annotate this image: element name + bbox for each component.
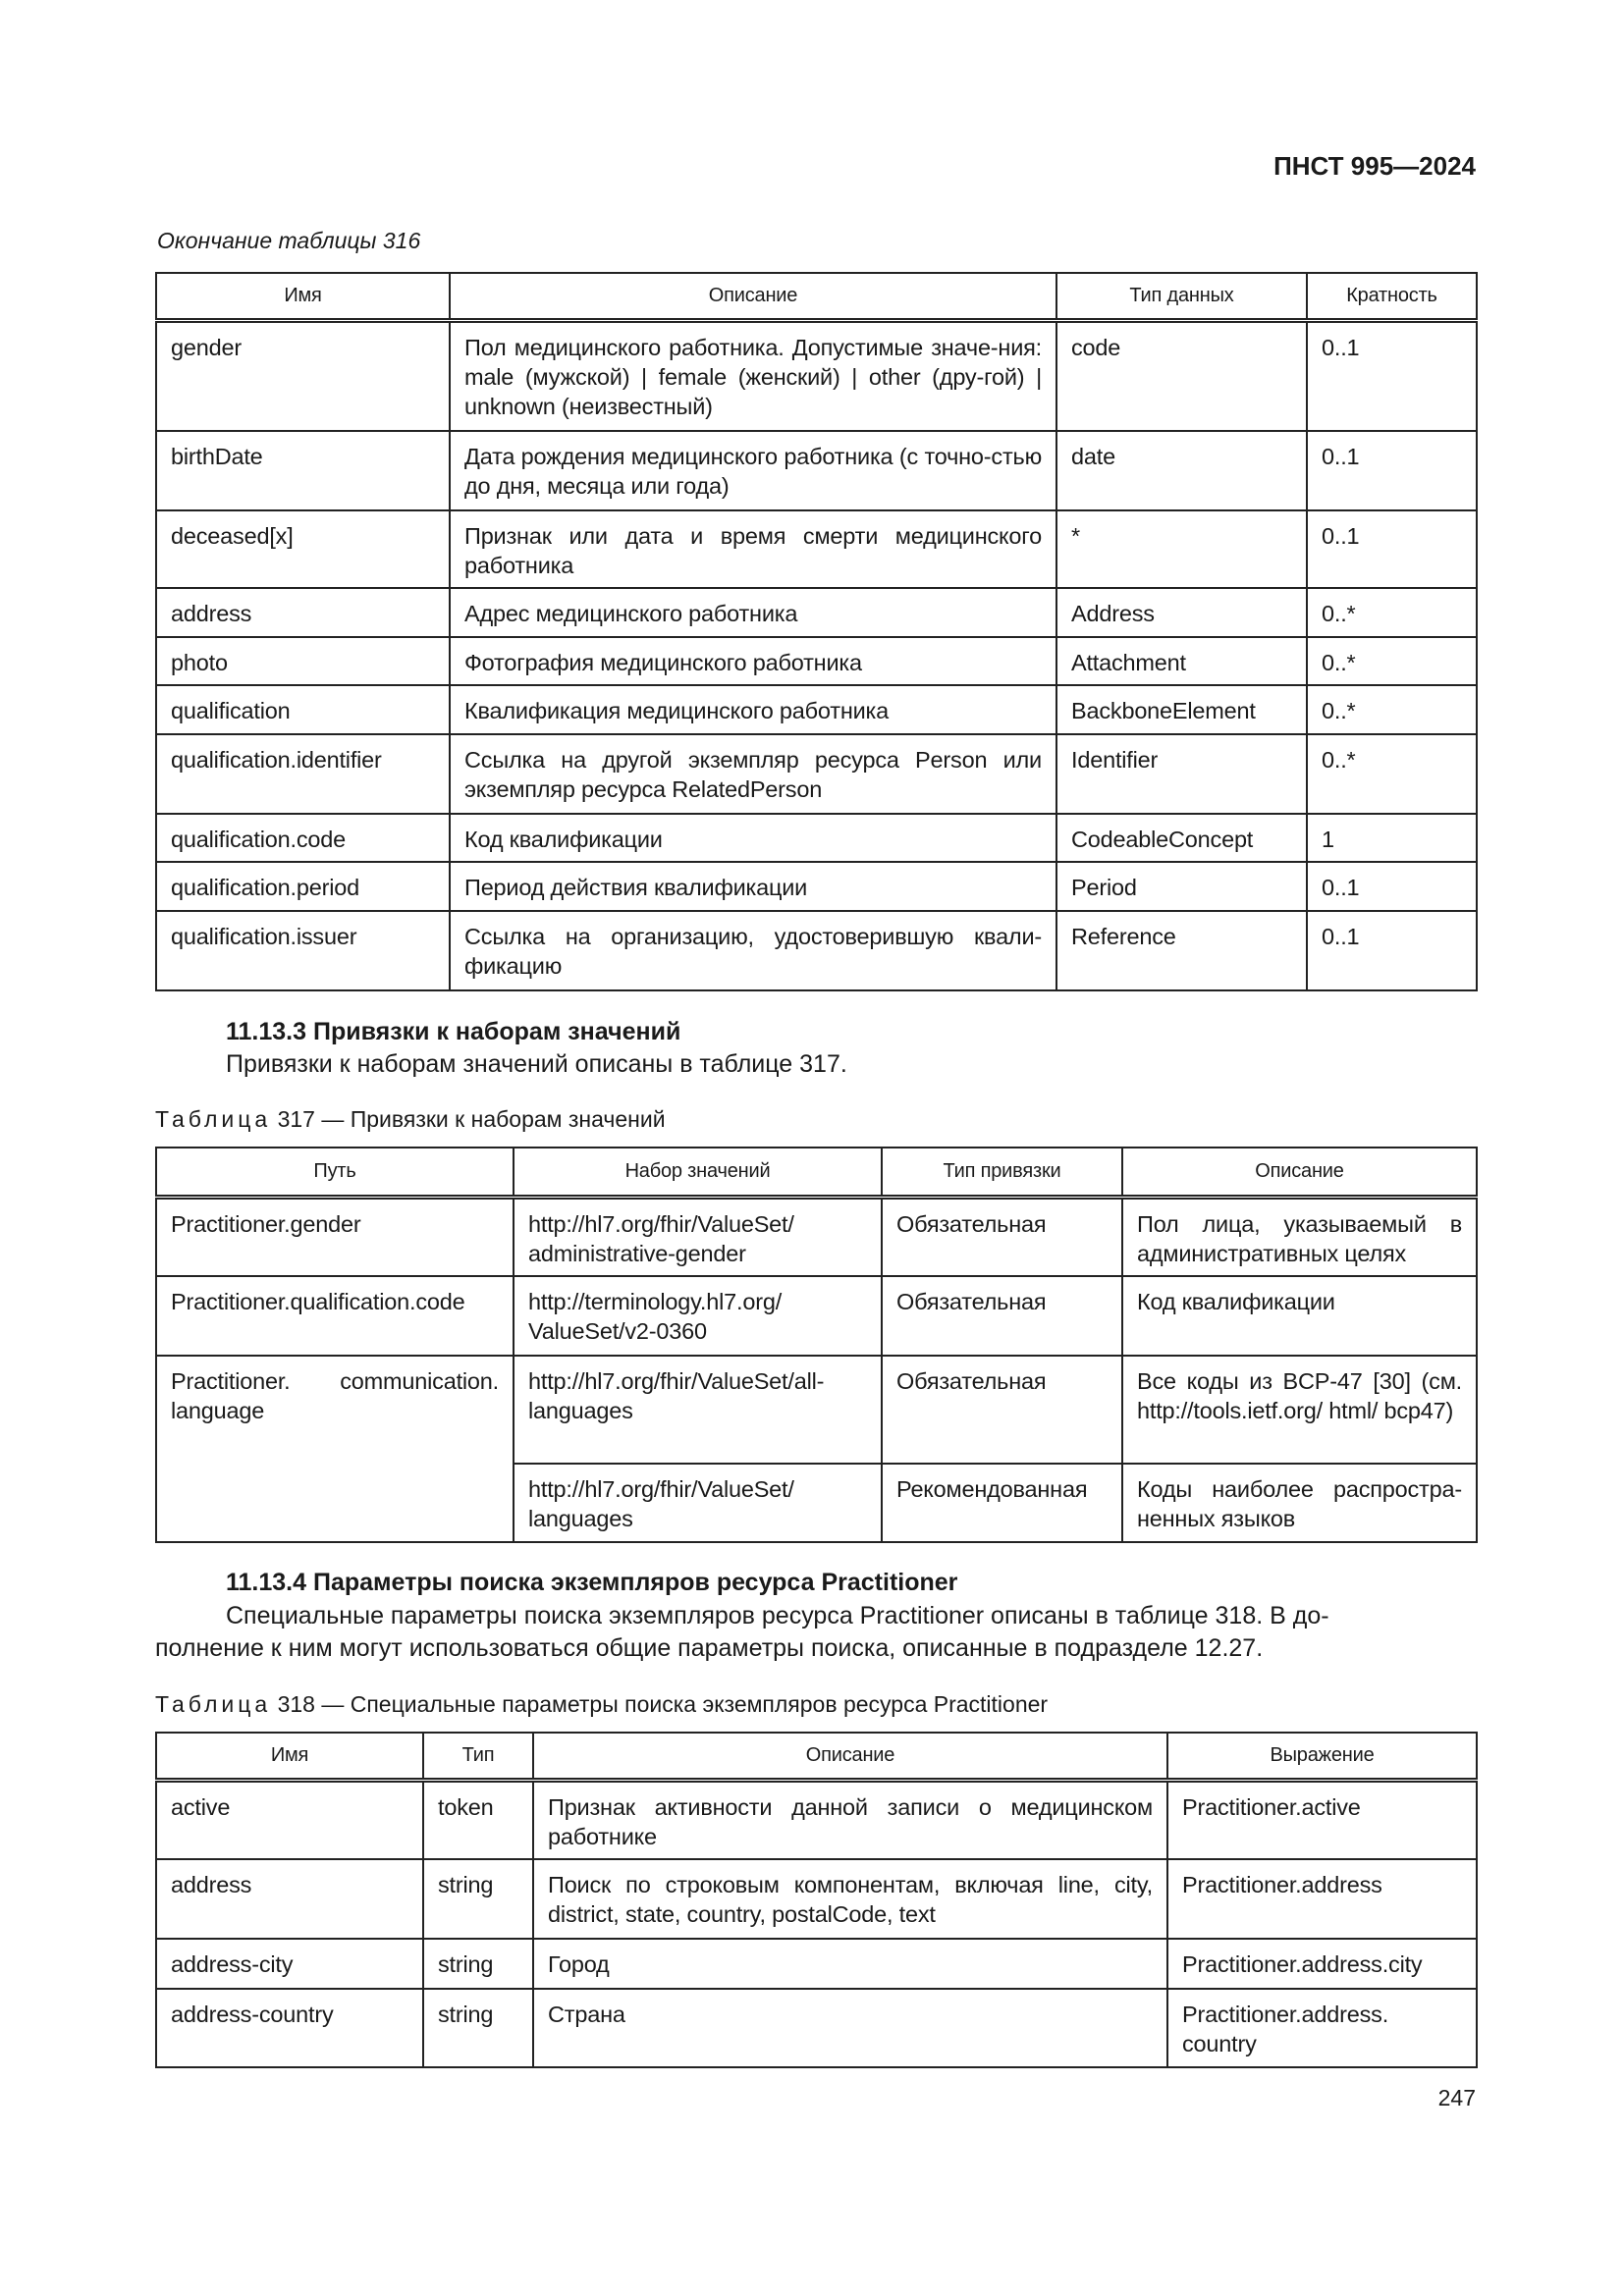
table-318 [155,1732,1478,2068]
cell-description: Город [533,1939,1167,1989]
section-heading: 11.13.3 Привязки к наборам значений [226,1018,681,1045]
cell-name: qualification.identifier [156,734,450,814]
table-row [156,1356,1477,1464]
table-row [156,911,1477,990]
table-row [156,1859,1477,1939]
cell-value-set: http://hl7.org/fhir/ValueSet/ administrative-gender [514,1197,882,1276]
section-heading: 11.13.4 Параметры поиска экземпляров ресурса Practitioner [226,1569,958,1596]
table-caption-text: 318 — Специальные параметры поиска экземпляров ресурса Practitioner [277,1691,1049,1717]
cell-cardinality: 0..1 [1307,320,1477,431]
cell-cardinality: 1 [1307,814,1477,862]
table-row [156,320,1477,431]
cell-data-type: CodeableConcept [1056,814,1307,862]
cell-cardinality: 0..* [1307,588,1477,637]
cell-data-type: code [1056,320,1307,431]
cell-description: Фотография медицинского работника [450,637,1056,685]
cell-data-type: Address [1056,588,1307,637]
cell-name: birthDate [156,431,450,510]
table-row [156,862,1477,911]
cell-path: Practitioner.gender [156,1197,514,1276]
cell-path: Practitioner. communication. language [156,1356,514,1542]
cell-name: address [156,1859,423,1939]
table-row [156,814,1477,862]
cell-description: Коды наиболее распростра-ненных языков [1122,1464,1477,1542]
cell-value-set: http://terminology.hl7.org/ ValueSet/v2-0360 [514,1276,882,1356]
cell-cardinality: 0..1 [1307,431,1477,510]
cell-data-type: BackboneElement [1056,685,1307,734]
cell-description: Пол лица, указываемый в административных целях [1122,1197,1477,1276]
cell-data-type: * [1056,510,1307,588]
cell-binding-type: Обязательная [882,1197,1122,1276]
table-header-row [156,273,1477,320]
cell-cardinality: 0..* [1307,637,1477,685]
table-row [156,734,1477,814]
table-316 [155,272,1478,991]
table-header-row [156,1148,1477,1197]
column-header: Имя [156,1733,423,1780]
column-header: Описание [533,1733,1167,1780]
cell-data-type: Period [1056,862,1307,911]
column-header: Выражение [1167,1733,1477,1780]
column-header: Набор значений [514,1148,882,1197]
column-header: Тип данных [1056,273,1307,320]
table-row [156,588,1477,637]
column-header: Тип [423,1733,533,1780]
cell-type: string [423,1859,533,1939]
table-row [156,1989,1477,2067]
cell-cardinality: 0..* [1307,734,1477,814]
table-row [156,637,1477,685]
document-code: ПНСТ 995—2024 [1273,151,1476,181]
cell-type: string [423,1939,533,1989]
table-317 [155,1147,1478,1543]
cell-name: active [156,1780,423,1859]
page-number: 247 [1437,2085,1476,2110]
cell-cardinality: 0..* [1307,685,1477,734]
column-header: Описание [1122,1148,1477,1197]
cell-name: photo [156,637,450,685]
cell-cardinality: 0..1 [1307,510,1477,588]
section-paragraph-line: полнение к ним могут использоваться общие параметры поиска, описанные в подразделе 12.27. [155,1634,1264,1662]
cell-description: Пол медицинского работника. Допустимые значе-ния: male (мужской) | female (женский) | other (дру-гой) | unknown (неизвестный) [450,320,1056,431]
cell-path: Practitioner.qualification.code [156,1276,514,1356]
section-paragraph-line: Специальные параметры поиска экземпляров ресурса Practitioner описаны в таблице 318. В до- [226,1602,1329,1629]
table-continuation-label: Окончание таблицы 316 [157,228,421,253]
cell-description: Поиск по строковым компонентам, включая line, city, district, state, country, postalCode, text [533,1859,1167,1939]
cell-description: Период действия квалификации [450,862,1056,911]
table-row [156,685,1477,734]
cell-binding-type: Рекомендованная [882,1464,1122,1542]
cell-name: qualification.code [156,814,450,862]
cell-name: qualification [156,685,450,734]
cell-description: Ссылка на организацию, удостоверившую квали-фикацию [450,911,1056,990]
table-header-row [156,1733,1477,1780]
cell-type: token [423,1780,533,1859]
column-header: Имя [156,273,450,320]
table-caption [155,1691,1048,1718]
cell-description: Адрес медицинского работника [450,588,1056,637]
table-caption-prefix: Таблица [155,1691,272,1717]
cell-description: Ссылка на другой экземпляр ресурса Person или экземпляр ресурса RelatedPerson [450,734,1056,814]
cell-name: address [156,588,450,637]
cell-data-type: Identifier [1056,734,1307,814]
table-caption-text: 317 — Привязки к наборам значений [277,1106,666,1132]
column-header: Описание [450,273,1056,320]
cell-description: Дата рождения медицинского работника (с точно-стью до дня, месяца или года) [450,431,1056,510]
cell-expression: Practitioner.active [1167,1780,1477,1859]
table-caption-prefix: Таблица [155,1106,272,1132]
cell-description: Код квалификации [450,814,1056,862]
cell-name: qualification.issuer [156,911,450,990]
cell-description: Код квалификации [1122,1276,1477,1356]
cell-binding-type: Обязательная [882,1356,1122,1464]
cell-name: address-city [156,1939,423,1989]
column-header: Тип привязки [882,1148,1122,1197]
table-row [156,1197,1477,1276]
table-row [156,1939,1477,1989]
column-header: Путь [156,1148,514,1197]
cell-description: Квалификация медицинского работника [450,685,1056,734]
table-row [156,1780,1477,1859]
cell-cardinality: 0..1 [1307,862,1477,911]
column-header: Кратность [1307,273,1477,320]
table-row [156,510,1477,588]
cell-binding-type: Обязательная [882,1276,1122,1356]
table-row [156,1276,1477,1356]
cell-expression: Practitioner.address [1167,1859,1477,1939]
cell-expression: Practitioner.address.city [1167,1939,1477,1989]
table-row [156,431,1477,510]
table-caption [155,1106,666,1133]
cell-name: address-country [156,1989,423,2067]
cell-description: Признак или дата и время смерти медицинского работника [450,510,1056,588]
section-paragraph: Привязки к наборам значений описаны в таблице 317. [226,1050,847,1078]
cell-description: Все коды из BCP-47 [30] (см. http://tools.ietf.org/ html/ bcp47) [1122,1356,1477,1464]
cell-data-type: date [1056,431,1307,510]
cell-name: gender [156,320,450,431]
cell-description: Страна [533,1989,1167,2067]
cell-cardinality: 0..1 [1307,911,1477,990]
cell-data-type: Attachment [1056,637,1307,685]
cell-value-set: http://hl7.org/fhir/ValueSet/ languages [514,1464,882,1542]
cell-value-set: http://hl7.org/fhir/ValueSet/all-languages [514,1356,882,1464]
cell-name: qualification.period [156,862,450,911]
cell-type: string [423,1989,533,2067]
cell-name: deceased[x] [156,510,450,588]
cell-description: Признак активности данной записи о медицинском работнике [533,1780,1167,1859]
cell-data-type: Reference [1056,911,1307,990]
cell-expression: Practitioner.address. country [1167,1989,1477,2067]
